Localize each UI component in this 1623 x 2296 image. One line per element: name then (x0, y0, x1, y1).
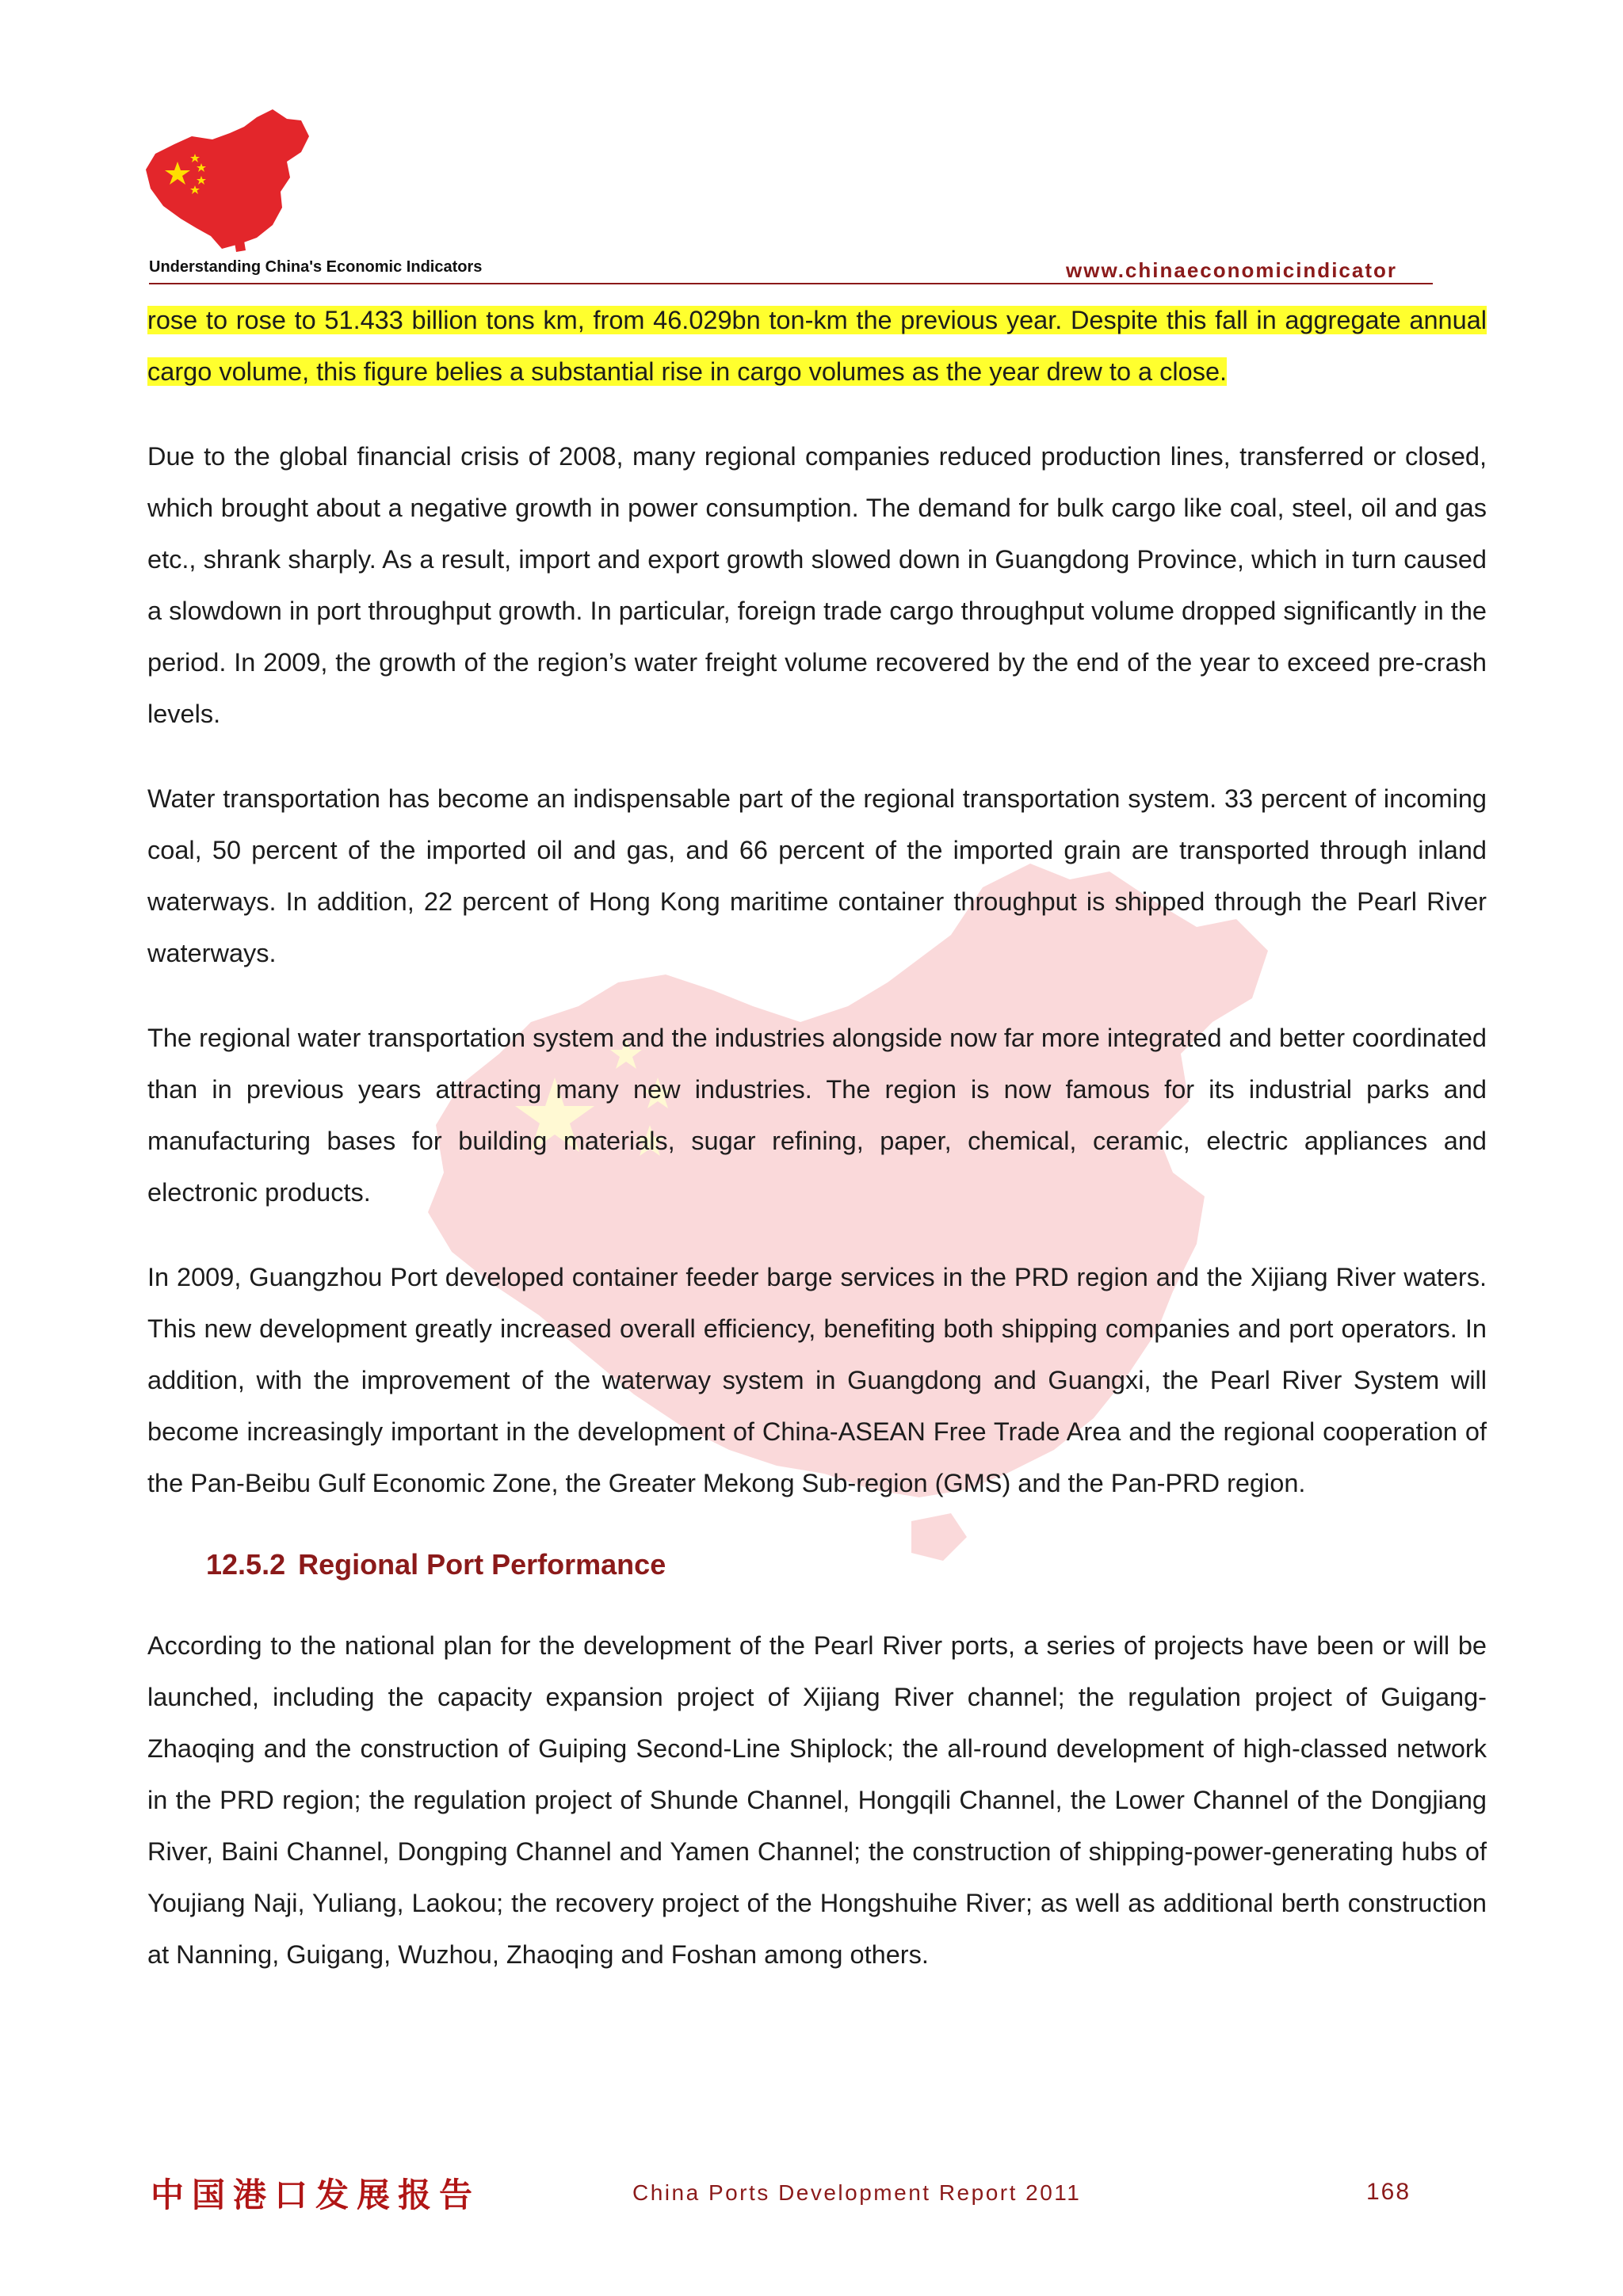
section-heading (206, 1543, 1487, 1587)
page-footer (0, 2169, 1623, 2217)
paragraph-guangzhou-port: In 2009, Guangzhou Port developed container feeder barge services in the PRD region and the Xijiang River waters. This new development greatly increased overall efficiency, benefiting both shipping companies and port operators. In addition, with the improvement of the waterway system in Guangdong and Guangxi, the Pearl River System will become increasingly important in the development of China-ASEAN Free Trade Area and the regional cooperation of the Pan-Beibu Gulf Economic Zone, the Greater Mekong Sub-region (GMS) and the Pan-PRD region. (147, 1263, 1487, 1497)
highlighted-paragraph (147, 295, 1487, 398)
section-number: 12.5.2 (206, 1548, 286, 1581)
highlighted-text: rose to rose to 51.433 billion tons km, from 46.029bn ton-km the previous year. Despite this fall in aggregate annual cargo volume, this figure belies a substantial rise in cargo volumes as the year drew to a close. (147, 306, 1487, 386)
paragraph-water-transportation: Water transportation has become an indispensable part of the regional transportation system. 33 percent of incoming coal, 50 percent of the imported oil and gas, and 66 percent of the imported grain are transported through inland waterways. In addition, 22 percent of Hong Kong maritime container throughput is shipped through the Pearl River waterways. (147, 784, 1487, 967)
page-number: 168 (1366, 2179, 1411, 2205)
section-title: Regional Port Performance (298, 1548, 666, 1581)
header-divider (149, 283, 1433, 284)
china-map-logo-icon (146, 109, 312, 252)
paragraph-regional-industries: The regional water transportation system and the industries alongside now far more integrated and better coordinated than in previous years attracting many new industries. The region is now famous for its industrial parks and manufacturing bases for building materials, sugar refining, paper, chemical, ceramic, electric appliances and electronic products. (147, 1024, 1487, 1207)
footer-report-title: China Ports Development Report 2011 (632, 2180, 1082, 2205)
footer-chinese-title: 中国港口发展报告 (151, 2176, 481, 2214)
logo-caption: Understanding China's Economic Indicators (149, 258, 483, 276)
paragraph-financial-crisis: Due to the global financial crisis of 2008, many regional companies reduced production lines, transferred or closed, which brought about a negative growth in power consumption. The demand for bulk cargo like coal, steel, oil and gas etc., shrank sharply. As a result, import and export growth slowed down in Guangdong Province, which in turn caused a slowdown in port throughput growth. In particular, foreign trade cargo throughput volume dropped significantly in the period. In 2009, the growth of the region’s water freight volume recovered by the end of the year to exceed pre-crash levels. (147, 442, 1487, 728)
site-url: www.chinaeconomicindicator (1066, 258, 1397, 282)
paragraph-national-plan: According to the national plan for the development of the Pearl River ports, a series of projects have been or will be launched, including the capacity expansion project of Xijiang River channel; the regulation project of Guigang-Zhaoqing and the construction of Guiping Second-Line Shiplock; the all-round development of high-classed network in the PRD region; the regulation project of Shunde Channel, Hongqili Channel, the Lower Channel of the Dongjiang River, Baini Channel, Dongping Channel and Yamen Channel; the construction of shipping-power-generating hubs of Youjiang Naji, Yuliang, Laokou; the recovery project of the Hongshuihe River; as well as additional berth construction at Nanning, Guigang, Wuzhou, Zhaoqing and Foshan among others. (147, 1631, 1487, 1969)
document-body (147, 295, 1487, 2014)
